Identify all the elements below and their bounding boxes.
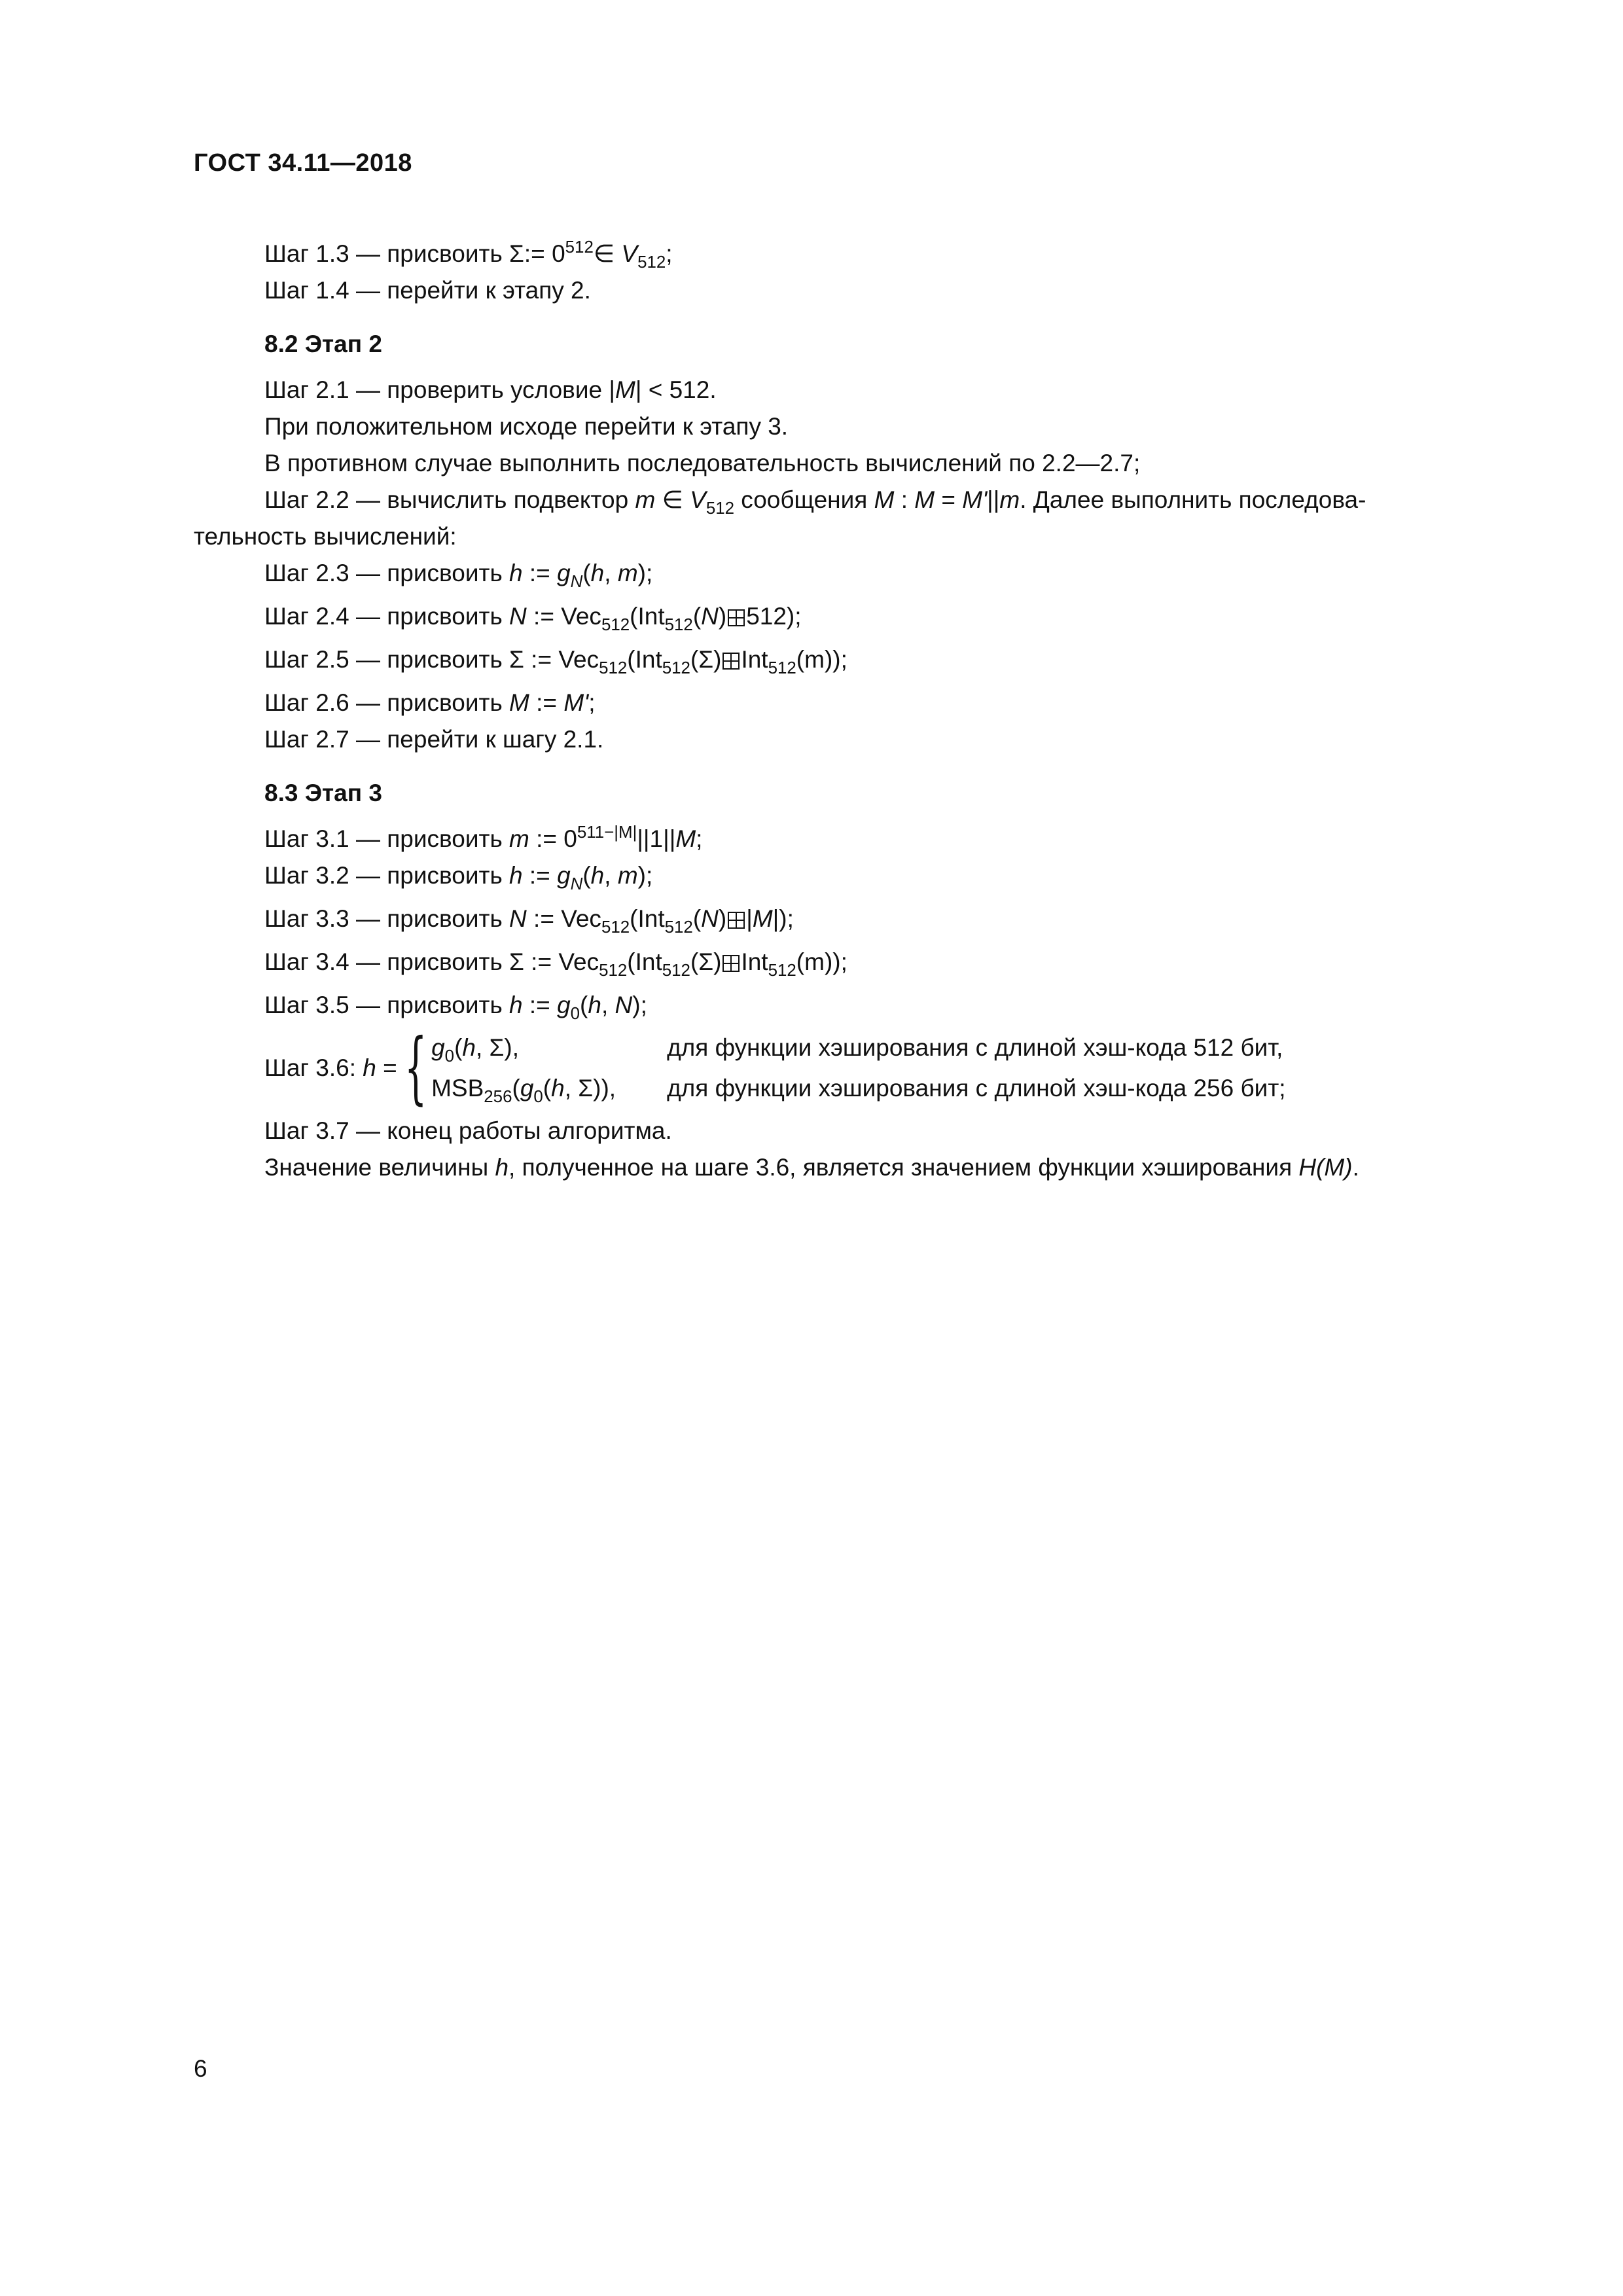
var: M [615, 376, 635, 403]
text: ( [692, 905, 702, 932]
var: V [690, 486, 706, 513]
section-heading-8-2: 8.2 Этап 2 [264, 331, 382, 357]
subscript: 512 [637, 253, 666, 272]
text: Шаг 2.6 — присвоить [264, 689, 510, 716]
text: , [604, 560, 618, 586]
text: ( [692, 603, 702, 630]
text: : [894, 486, 915, 513]
step-3-7: Шаг 3.7 — конец работы алгоритма. [264, 1117, 672, 1144]
text: ( [512, 1075, 520, 1102]
section-heading-8-3: 8.3 Этап 3 [264, 780, 382, 806]
subscript: 512 [662, 659, 690, 678]
text: ∈ [593, 240, 622, 267]
piecewise-cases [431, 1030, 1285, 1107]
var: N [701, 905, 719, 932]
subscript: 512 [601, 616, 630, 635]
text: |); [772, 905, 794, 932]
text: Int [741, 646, 768, 673]
step-2-2 [194, 482, 1496, 518]
step-2-6 [194, 685, 1496, 721]
left-brace-icon: { [404, 1022, 427, 1113]
text: ( [580, 992, 588, 1018]
var: h [551, 1075, 565, 1102]
var: N [701, 603, 719, 630]
text: ; [696, 825, 703, 852]
text: (Σ) [690, 646, 722, 673]
boxplus-icon [722, 955, 740, 972]
text: Шаг 2.5 — присвоить Σ := Vec [264, 646, 599, 673]
text: := 0 [529, 825, 577, 852]
text: (Int [630, 603, 665, 630]
var: M' [962, 486, 988, 513]
subscript: 0 [444, 1047, 455, 1066]
subscript: 512 [768, 961, 796, 980]
text: . [1352, 1154, 1359, 1181]
step-1-3 [194, 236, 1496, 272]
subscript: 512 [768, 659, 796, 678]
text: ∈ [655, 486, 690, 513]
var: h [588, 992, 601, 1018]
text: (Σ) [690, 948, 722, 975]
text: := [522, 992, 558, 1018]
text: (Int [627, 646, 662, 673]
boxplus-icon [728, 609, 745, 626]
step-3-1 [194, 821, 1496, 857]
text: . Далее выполнить последова- [1020, 486, 1366, 513]
var: N [615, 992, 633, 1018]
var: M [752, 905, 773, 932]
step-3-5 [194, 987, 1496, 1024]
step-3-6-piecewise [194, 1022, 1496, 1113]
page-header: ГОСТ 34.11—2018 [194, 149, 412, 177]
text: Шаг 2.4 — присвоить [264, 603, 510, 630]
var: m [999, 486, 1020, 513]
superscript: 512 [565, 238, 594, 257]
case-2-expr [431, 1070, 667, 1107]
text: ); [637, 862, 653, 889]
text: , [604, 862, 618, 889]
step-2-1 [194, 372, 1496, 408]
step-2-7: Шаг 2.7 — перейти к шагу 2.1. [264, 726, 604, 753]
subscript: 512 [599, 659, 628, 678]
text: ( [582, 862, 591, 889]
var: m [509, 825, 529, 852]
subscript: 0 [570, 1005, 580, 1024]
var: h [509, 992, 523, 1018]
text: := Vec [526, 905, 601, 932]
text: (m)); [796, 948, 847, 975]
boxplus-icon [728, 912, 745, 929]
subscript: 512 [705, 499, 735, 518]
var: g [557, 862, 571, 889]
var: N [509, 603, 527, 630]
boxplus-icon [722, 653, 740, 670]
var: h [590, 560, 605, 586]
var: h [363, 1054, 376, 1081]
text: := Vec [526, 603, 601, 630]
text: Шаг 3.1 — присвоить [264, 825, 510, 852]
step-2-4 [194, 598, 1496, 635]
text: ( [543, 1075, 552, 1102]
text: ); [632, 992, 647, 1018]
text: ); [637, 560, 653, 586]
paragraph-negative: В противном случае выполнить последовательность вычислений по 2.2—2.7; [264, 450, 1141, 476]
subscript: 512 [601, 918, 630, 937]
var: h [590, 862, 605, 889]
text: Шаг 1.3 — присвоить Σ:= 0 [264, 240, 565, 267]
var: g [520, 1075, 534, 1102]
var: M [914, 486, 935, 513]
var: h [509, 862, 523, 889]
var: M [874, 486, 895, 513]
var: m [617, 560, 638, 586]
case-2-condition: для функции хэширования с длиной хэш-кода 256 бит; [667, 1075, 1286, 1102]
var: V [621, 240, 638, 267]
step-2-3 [194, 555, 1496, 592]
text: := [522, 560, 558, 586]
var: m [617, 862, 638, 889]
document-body [194, 236, 1496, 1186]
text: , Σ), [475, 1034, 520, 1061]
subscript: N [570, 573, 583, 592]
var: M [675, 825, 696, 852]
text: MSB [431, 1075, 484, 1102]
text: Шаг 2.1 — проверить условие | [264, 376, 615, 403]
text: (m)); [796, 646, 847, 673]
var: h [462, 1034, 476, 1061]
step-2-2-continuation: тельность вычислений: [194, 523, 457, 550]
text: ( [454, 1034, 463, 1061]
var: m [635, 486, 656, 513]
text: Шаг 3.2 — присвоить [264, 862, 510, 889]
text: || [987, 486, 1000, 513]
step-1-4: Шаг 1.4 — перейти к этапу 2. [264, 277, 591, 304]
text: = [935, 486, 963, 513]
var: g [431, 1034, 445, 1061]
text: := [522, 862, 558, 889]
var: h [495, 1154, 509, 1181]
text: Шаг 3.5 — присвоить [264, 992, 510, 1018]
piecewise-lhs [264, 1050, 397, 1086]
text: сообщения [734, 486, 874, 513]
var: M' [563, 689, 589, 716]
subscript: 0 [533, 1088, 543, 1107]
text: ; [666, 240, 673, 267]
subscript: 512 [599, 961, 628, 980]
text: ; [588, 689, 596, 716]
text: Шаг 2.2 — вычислить подвектор [264, 486, 635, 513]
var: N [509, 905, 527, 932]
subscript: 512 [664, 918, 693, 937]
var: g [557, 992, 571, 1018]
text: , Σ)), [564, 1075, 616, 1102]
subscript: 512 [664, 616, 693, 635]
text: , [601, 992, 615, 1018]
text: Значение величины [264, 1154, 495, 1181]
text: ) [718, 603, 727, 630]
step-3-2 [194, 857, 1496, 894]
step-3-3 [194, 901, 1496, 937]
var: g [557, 560, 571, 586]
var: M [509, 689, 529, 716]
case-1-condition: для функции хэширования с длиной хэш-кода 512 бит, [667, 1034, 1283, 1061]
text: Int [741, 948, 768, 975]
step-3-4 [194, 944, 1496, 980]
text: = [376, 1054, 397, 1081]
text: ( [582, 560, 591, 586]
text: Шаг 3.6: [264, 1054, 363, 1081]
text: (Int [627, 948, 662, 975]
final-paragraph [194, 1149, 1496, 1186]
text: 512); [746, 603, 802, 630]
text: Шаг 2.3 — присвоить [264, 560, 510, 586]
subscript: N [570, 875, 583, 894]
text: := [529, 689, 564, 716]
var: h [509, 560, 523, 586]
text: , полученное на шаге 3.6, является значением функции хэширования [508, 1154, 1299, 1181]
text: (Int [630, 905, 665, 932]
var: H(M) [1298, 1154, 1353, 1181]
paragraph-positive: При положительном исходе перейти к этапу 3. [264, 413, 789, 440]
subscript: 256 [484, 1088, 512, 1107]
superscript: 511−|M| [577, 823, 637, 842]
page-number: 6 [194, 2055, 207, 2082]
text: ||1|| [637, 825, 676, 852]
text: Шаг 3.4 — присвоить Σ := Vec [264, 948, 599, 975]
text: | < 512. [635, 376, 717, 403]
text: | [746, 905, 753, 932]
text: ) [718, 905, 727, 932]
subscript: 512 [662, 961, 690, 980]
case-1-expr [431, 1030, 667, 1066]
step-2-5 [194, 641, 1496, 678]
text: Шаг 3.3 — присвоить [264, 905, 510, 932]
